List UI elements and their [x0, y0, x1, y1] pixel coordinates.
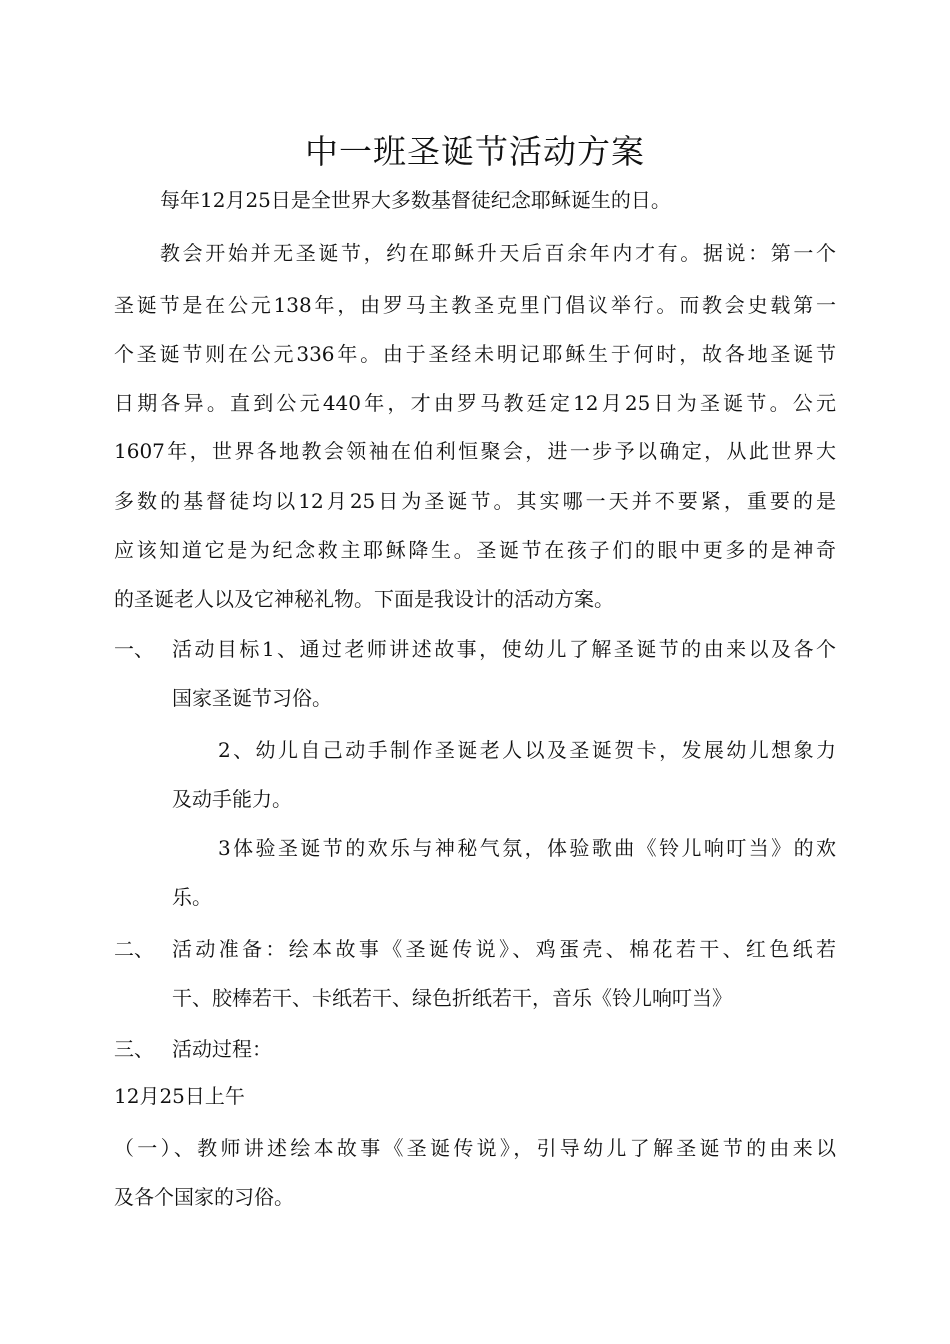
section-line: 乐。 [172, 885, 212, 909]
step-line: （一）、教师讲述绘本故事《圣诞传说》，引导幼儿了解圣诞节的由来以 [114, 1136, 836, 1160]
body-line: 个圣诞节则在公元336年。由于圣经未明记耶稣生于何时，故各地圣诞节 [114, 342, 836, 366]
body-line: 多数的基督徒均以12月25日为圣诞节。其实哪一天并不要紧，重要的是 [114, 489, 836, 513]
intro-line: 每年12月25日是全世界大多数基督徒纪念耶稣诞生的日。 [160, 188, 671, 212]
body-line: 日期各异。直到公元440年，才由罗马教廷定12月25日为圣诞节。公元 [114, 391, 836, 415]
body-line: 应该知道它是为纪念救主耶稣降生。圣诞节在孩子们的眼中更多的是神奇 [114, 538, 836, 562]
section-marker: 三、 [114, 1037, 154, 1061]
section-line: 2、幼儿自己动手制作圣诞老人以及圣诞贺卡，发展幼儿想象力 [218, 738, 836, 762]
step-line: 及各个国家的习俗。 [114, 1185, 294, 1209]
body-line: 圣诞节是在公元138年，由罗马主教圣克里门倡议举行。而教会史载第一 [114, 293, 836, 317]
body-line: 1607年，世界各地教会领袖在伯利恒聚会，进一步予以确定，从此世界大 [114, 439, 836, 463]
section-line: 活动准备：绘本故事《圣诞传说》、鸡蛋壳、棉花若干、红色纸若 [172, 937, 836, 961]
date-heading: 12月25日上午 [114, 1084, 245, 1108]
section-line: 干、胶棒若干、卡纸若干、绿色折纸若干，音乐《铃儿响叮当》 [172, 986, 732, 1010]
section-line: 及动手能力。 [172, 787, 292, 811]
section-line: 国家圣诞节习俗。 [172, 686, 332, 710]
section-line: 活动目标1、通过老师讲述故事，使幼儿了解圣诞节的由来以及各个 [172, 637, 836, 661]
body-line: 教会开始并无圣诞节，约在耶稣升天后百余年内才有。据说：第一个 [160, 241, 836, 265]
section-line: 活动过程： [172, 1037, 272, 1061]
document-title: 中一班圣诞节活动方案 [305, 132, 645, 171]
section-marker: 二、 [114, 937, 154, 961]
section-marker: 一、 [114, 637, 154, 661]
section-line: 3体验圣诞节的欢乐与神秘气氛，体验歌曲《铃儿响叮当》的欢 [218, 836, 836, 860]
body-line: 的圣诞老人以及它神秘礼物。下面是我设计的活动方案。 [114, 587, 614, 611]
